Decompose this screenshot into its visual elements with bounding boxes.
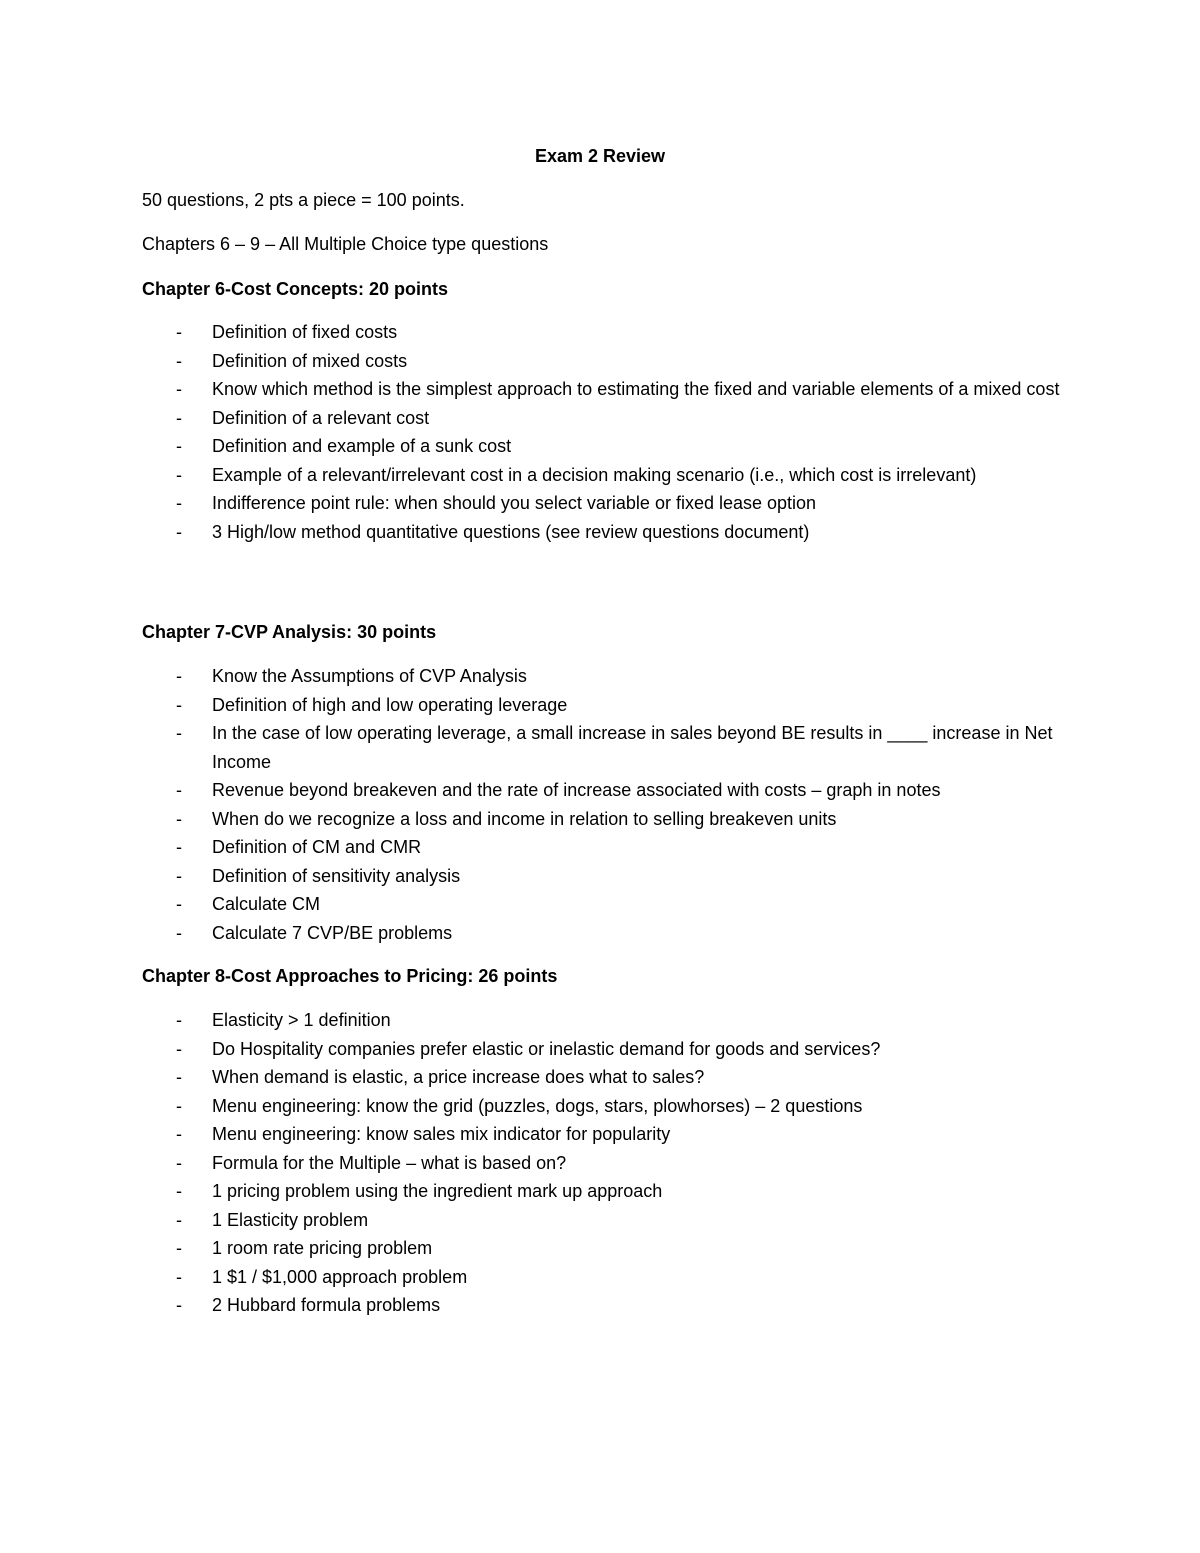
- list-item: [142, 833, 1062, 862]
- list-item-text: Example of a relevant/irrelevant cost in a decision making scenario (i.e., which cost is irrelevant): [212, 464, 977, 485]
- list-item: [142, 1291, 1062, 1320]
- bullet-dash: -: [176, 1295, 182, 1315]
- list-item: [142, 662, 1062, 691]
- list-item-text: 3 High/low method quantitative questions (see review questions document): [212, 521, 810, 542]
- bullet-dash: -: [176, 865, 182, 886]
- bullet-dash: -: [176, 322, 182, 342]
- bullet-dash: -: [176, 922, 182, 943]
- list-item: [142, 776, 1062, 805]
- bullet-dash: -: [176, 1266, 182, 1287]
- list-item: [142, 489, 1062, 518]
- section-heading-chapter-6: Chapter 6-Cost Concepts: 20 points: [142, 279, 449, 299]
- list-item: [142, 1149, 1062, 1178]
- list-item: [142, 1063, 1062, 1092]
- bullet-dash: -: [176, 1038, 182, 1059]
- section-heading-chapter-7: Chapter 7-CVP Analysis: 30 points: [142, 622, 437, 642]
- list-item-text: When demand is elastic, a price increase does what to sales?: [212, 1067, 705, 1087]
- list-item-text: Revenue beyond breakeven and the rate of increase associated with costs – graph in notes: [212, 780, 941, 800]
- list-item: [142, 919, 1062, 948]
- list-item-text: Know the Assumptions of CVP Analysis: [212, 666, 527, 686]
- list-item: [142, 805, 1062, 834]
- list-item: [142, 1006, 1062, 1035]
- list-item-text: 1 room rate pricing problem: [212, 1238, 433, 1258]
- bullet-dash: -: [176, 464, 182, 485]
- list-item-text: Definition of sensitivity analysis: [212, 865, 461, 886]
- bullet-dash: -: [176, 1124, 182, 1144]
- list-item-text: 1 $1 / $1,000 approach problem: [212, 1266, 468, 1287]
- list-item: [142, 719, 1062, 776]
- list-item-text: Indifference point rule: when should you select variable or fixed lease option: [212, 493, 817, 513]
- bullet-dash: -: [176, 666, 182, 686]
- list-item-text: 2 Hubbard formula problems: [212, 1295, 441, 1315]
- list-item: [142, 890, 1062, 919]
- bullet-dash: -: [176, 1067, 182, 1087]
- list-item-text: Menu engineering: know sales mix indicator for popularity: [212, 1124, 671, 1144]
- bullet-dash: -: [176, 436, 182, 456]
- bullet-dash: -: [176, 894, 182, 914]
- chapter-7-list: [142, 662, 1062, 947]
- list-item-text: When do we recognize a loss and income in relation to selling breakeven units: [212, 808, 837, 829]
- bullet-dash: -: [176, 379, 182, 399]
- list-item-text: Definition of CM and CMR: [212, 837, 422, 857]
- bullet-dash: -: [176, 350, 182, 371]
- list-item: [142, 1234, 1062, 1263]
- list-item-text: Calculate CM: [212, 894, 321, 914]
- list-item-text: 1 pricing problem using the ingredient mark up approach: [212, 1181, 663, 1201]
- list-item-text: Definition of mixed costs: [212, 350, 408, 371]
- list-item-text: Definition of a relevant cost: [212, 407, 430, 428]
- list-item: [142, 1177, 1062, 1206]
- list-item: [142, 1206, 1062, 1235]
- list-item-text: Definition and example of a sunk cost: [212, 436, 512, 456]
- bullet-dash: -: [176, 1095, 182, 1116]
- bullet-dash: -: [176, 694, 182, 715]
- list-item-text: Calculate 7 CVP/BE problems: [212, 922, 453, 943]
- bullet-dash: -: [176, 493, 182, 513]
- chapter-8-list: [142, 1006, 1062, 1320]
- list-item-text: Elasticity > 1 definition: [212, 1010, 391, 1030]
- list-item: [142, 318, 1062, 347]
- list-item: [142, 461, 1062, 490]
- list-item: [142, 1092, 1062, 1121]
- bullet-dash: -: [176, 1238, 182, 1258]
- list-item: [142, 1120, 1062, 1149]
- list-item-text: Menu engineering: know the grid (puzzles, dogs, stars, plowhorses) – 2 questions: [212, 1095, 863, 1116]
- bullet-dash: -: [176, 1209, 182, 1230]
- list-item-text: In the case of low operating leverage, a small increase in sales beyond BE results in ____ increase in Net Income: [212, 723, 1053, 772]
- list-item: [142, 862, 1062, 891]
- section-heading-chapter-8: Chapter 8-Cost Approaches to Pricing: 26 points: [142, 966, 558, 986]
- bullet-dash: -: [176, 808, 182, 829]
- list-item-text: Definition of high and low operating leverage: [212, 694, 568, 715]
- bullet-dash: -: [176, 723, 182, 743]
- list-item: [142, 1035, 1062, 1064]
- list-item: [142, 404, 1062, 433]
- list-item-text: Formula for the Multiple – what is based on?: [212, 1152, 567, 1173]
- list-item-text: 1 Elasticity problem: [212, 1209, 369, 1230]
- list-item: [142, 691, 1062, 720]
- chapters-line: Chapters 6 – 9 – All Multiple Choice type questions: [142, 234, 549, 254]
- list-item: [142, 347, 1062, 376]
- list-item: [142, 518, 1062, 547]
- bullet-dash: -: [176, 407, 182, 428]
- list-item: [142, 432, 1062, 461]
- chapter-6-list: [142, 318, 1062, 546]
- bullet-dash: -: [176, 780, 182, 800]
- list-item-text: Do Hospitality companies prefer elastic or inelastic demand for goods and services?: [212, 1038, 881, 1059]
- bullet-dash: -: [176, 1010, 182, 1030]
- bullet-dash: -: [176, 1152, 182, 1173]
- list-item: [142, 375, 1062, 404]
- list-item-text: Definition of fixed costs: [212, 322, 398, 342]
- exam-intro: 50 questions, 2 pts a piece = 100 points.: [142, 190, 465, 210]
- list-item: [142, 1263, 1062, 1292]
- document-title: Exam 2 Review: [534, 146, 666, 166]
- bullet-dash: -: [176, 837, 182, 857]
- list-item-text: Know which method is the simplest approach to estimating the fixed and variable elements of a mixed cost: [212, 379, 1060, 399]
- bullet-dash: -: [176, 1181, 182, 1201]
- bullet-dash: -: [176, 521, 182, 542]
